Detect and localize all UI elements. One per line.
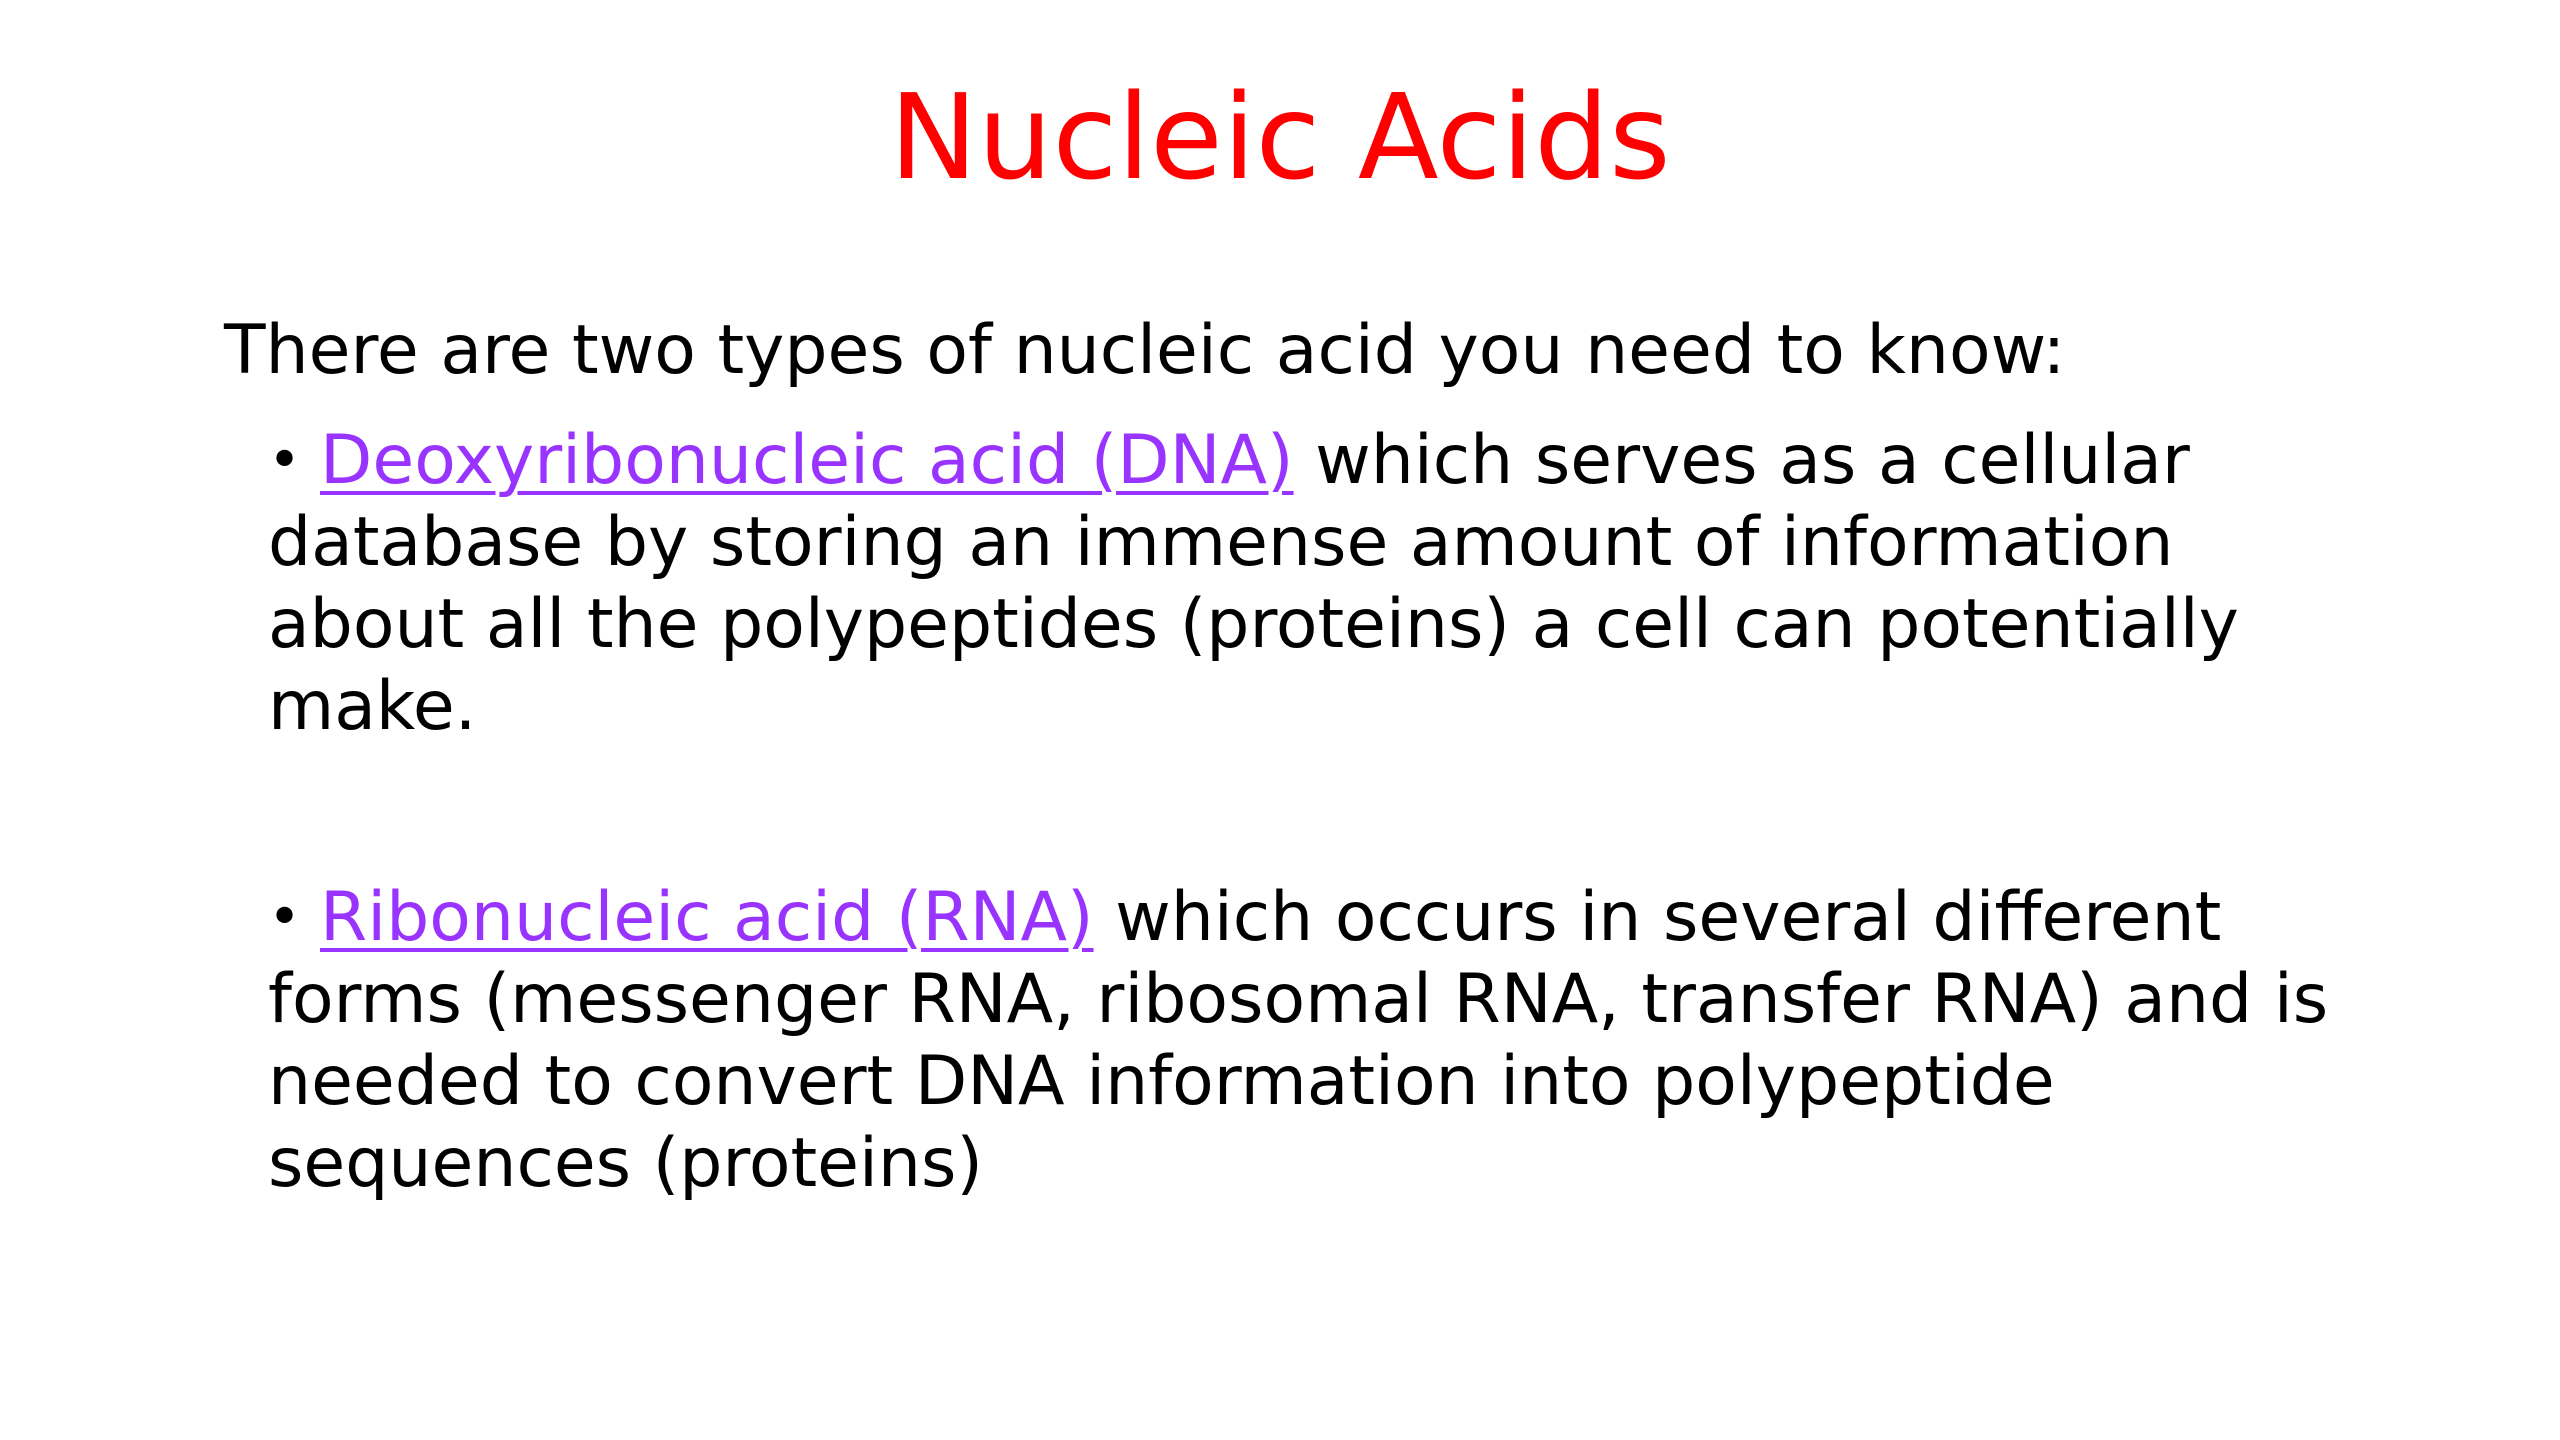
bullet-rna [268, 877, 2378, 1205]
bullet-point-icon: • [268, 885, 302, 950]
rna-description: which occurs in several different forms (messenger RNA, ribosomal RNA, transfer RNA) and is needed to convert DNA information into polypeptide sequences (proteins) [268, 878, 2329, 1203]
bullet-point-icon: • [268, 428, 302, 493]
intro-text: There are two types of nucleic acid you need to know: [224, 311, 2066, 390]
rna-link[interactable]: Ribonucleic acid (RNA) [320, 878, 1094, 957]
slide-title: Nucleic Acids [889, 68, 1671, 206]
bullet-dna [268, 420, 2378, 748]
dna-description: which serves as a cellular database by storing an immense amount of information about all the polypeptides (proteins) a cell can potentially make. [268, 421, 2239, 746]
dna-link[interactable]: Deoxyribonucleic acid (DNA) [320, 421, 1294, 500]
